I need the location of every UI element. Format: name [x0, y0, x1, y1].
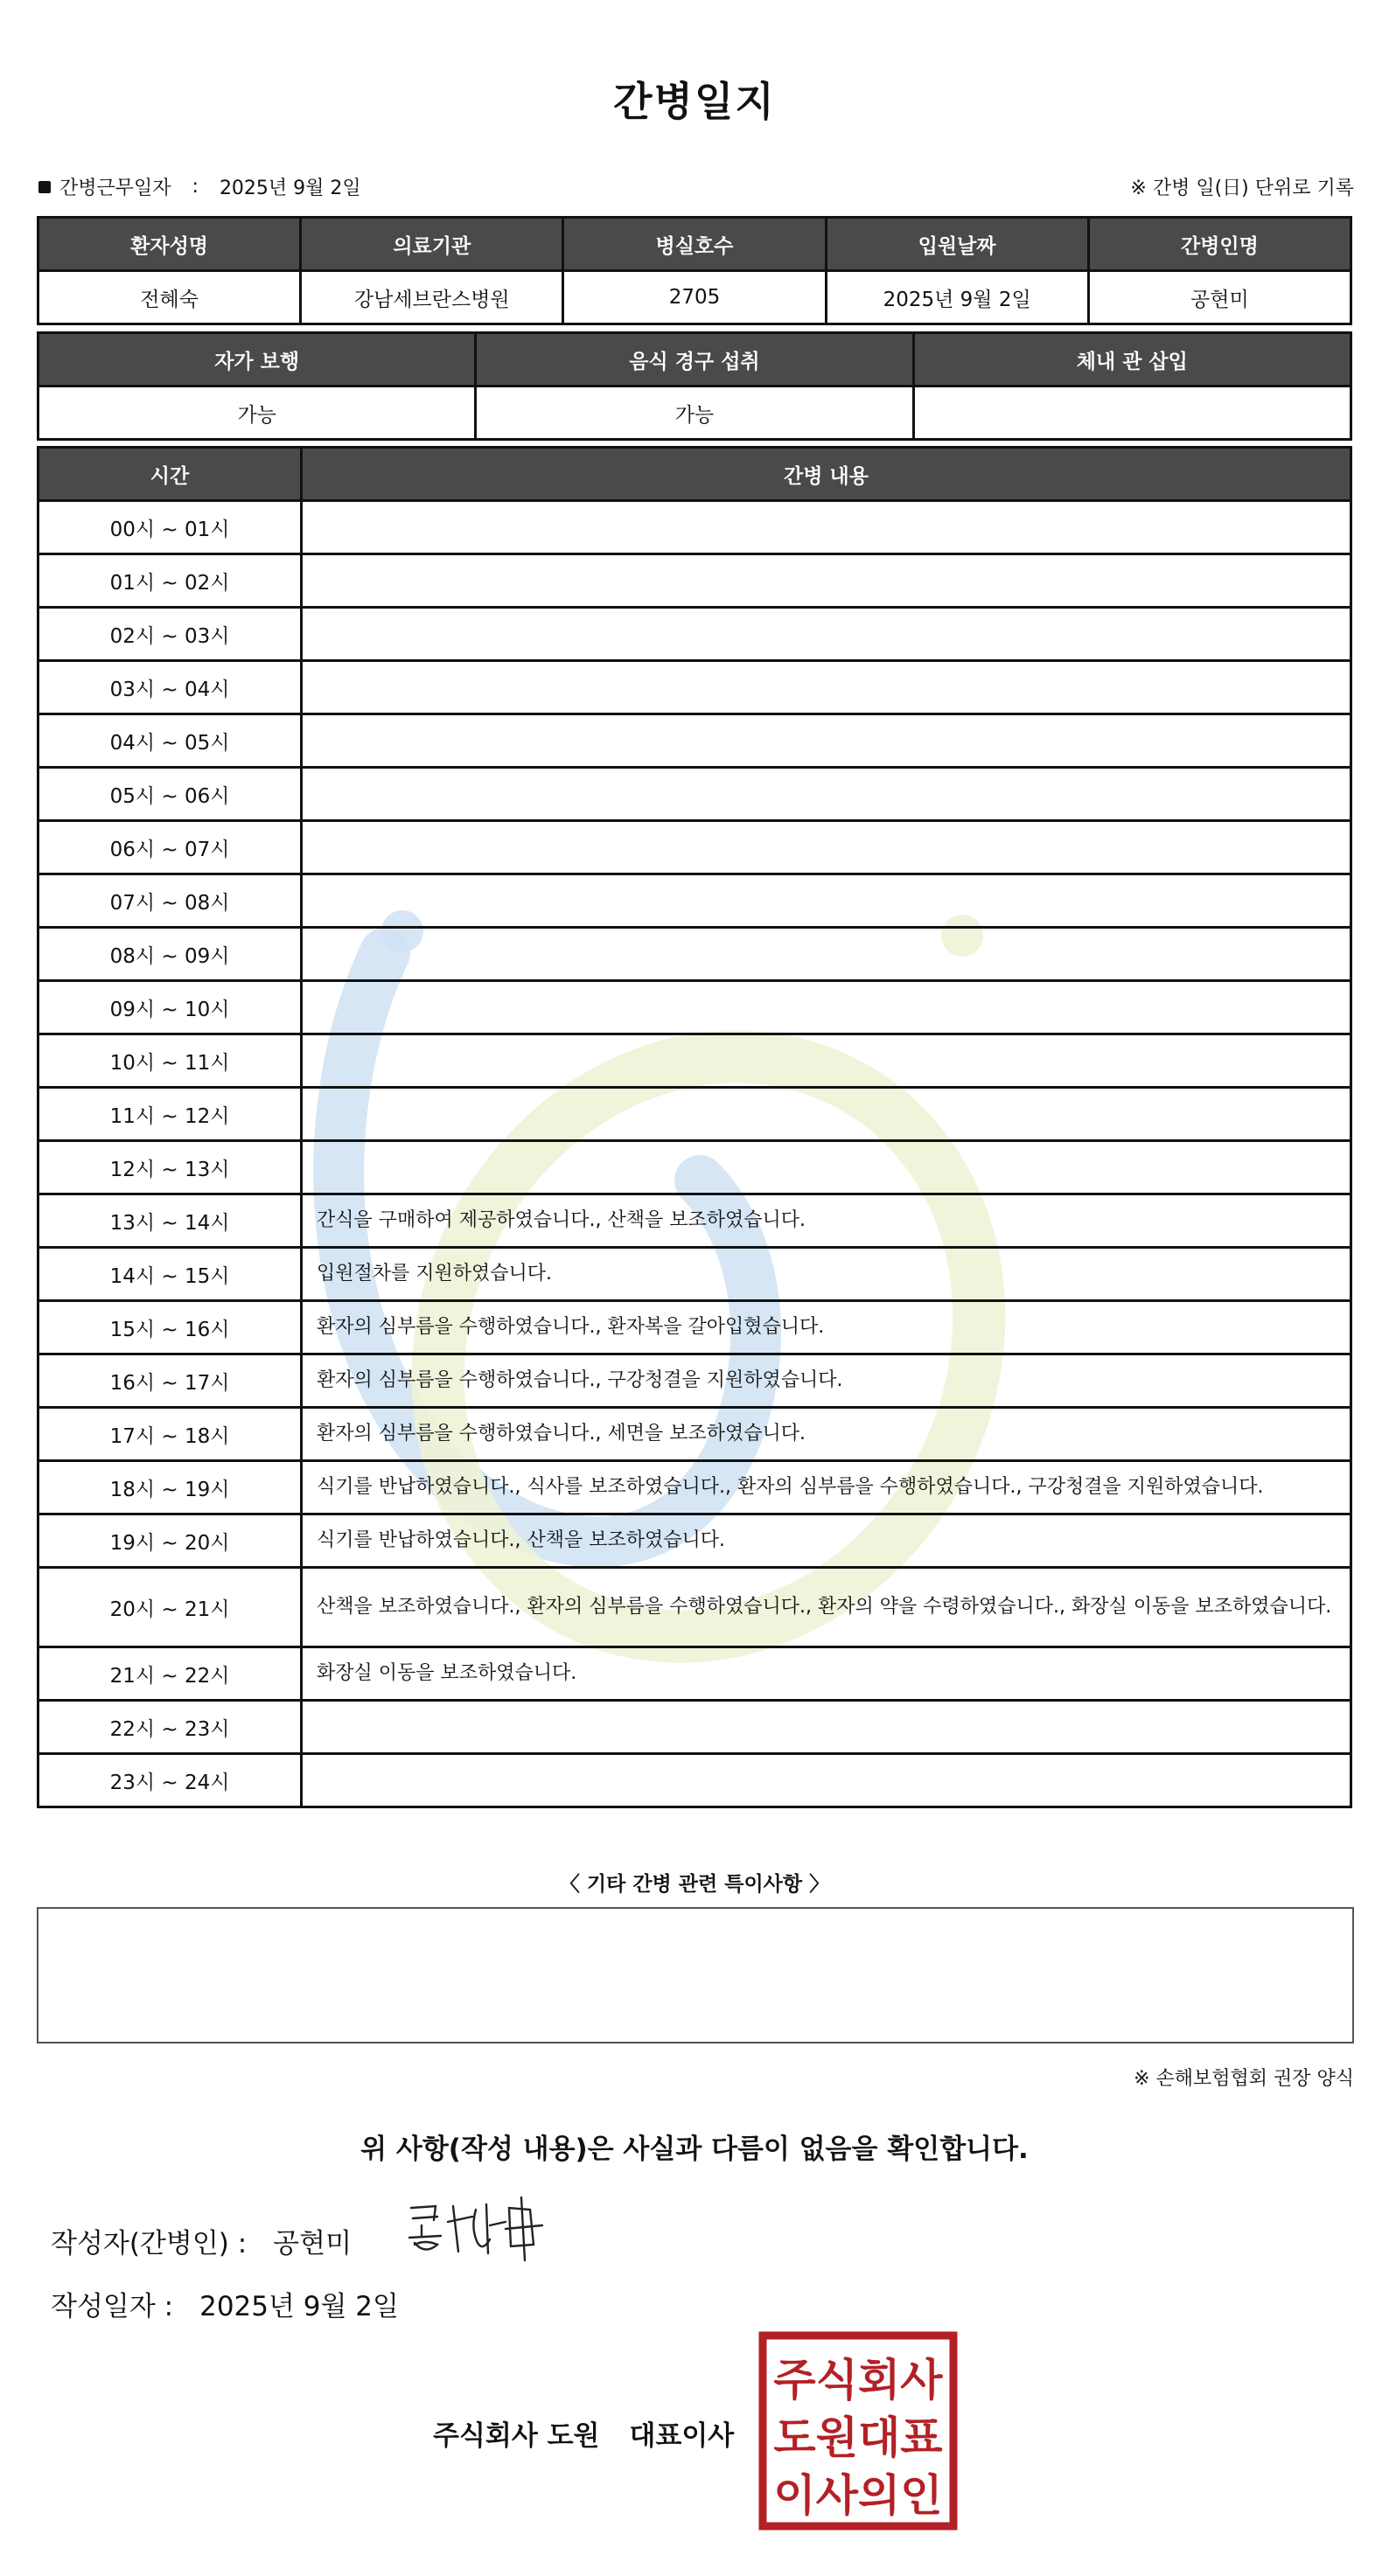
patient-info-header-row [38, 218, 1351, 271]
value-admission-date: 2025년 9월 2일 [826, 271, 1088, 324]
header-oral-intake: 음식 경구 섭취 [476, 333, 913, 386]
log-row [38, 1194, 1351, 1248]
log-row [38, 928, 1351, 981]
ability-table [37, 331, 1352, 441]
log-time-cell: 18시 ~ 19시 [38, 1461, 302, 1514]
log-content-cell: 입원절차를 지원하였습니다. [302, 1248, 1351, 1301]
value-hospital: 강남세브란스병원 [301, 271, 563, 324]
log-content-cell: 식기를 반납하였습니다., 식사를 보조하였습니다., 환자의 심부름을 수행하였습니다., 구강청결을 지원하였습니다. [302, 1461, 1351, 1514]
log-time-cell: 04시 ~ 05시 [38, 714, 302, 768]
log-row [38, 1141, 1351, 1194]
log-content-cell: 화장실 이동을 보조하였습니다. [302, 1647, 1351, 1701]
company-line [433, 2413, 734, 2453]
header-hospital: 의료기관 [301, 218, 563, 271]
log-body [38, 501, 1351, 1807]
log-content-cell [302, 714, 1351, 768]
log-row [38, 768, 1351, 821]
log-content-cell: 식기를 반납하였습니다., 산책을 보조하였습니다. [302, 1514, 1351, 1568]
log-time-cell: 07시 ~ 08시 [38, 874, 302, 928]
log-time-cell: 08시 ~ 09시 [38, 928, 302, 981]
notes-box [37, 1907, 1354, 2043]
log-time-cell: 13시 ~ 14시 [38, 1194, 302, 1248]
write-date-label: 작성일자 : [51, 2291, 174, 2322]
log-content-cell: 환자의 심부름을 수행하였습니다., 구강청결을 지원하였습니다. [302, 1354, 1351, 1408]
value-tube-insertion [913, 386, 1351, 440]
header-care-content: 간병 내용 [302, 448, 1351, 501]
log-time-cell: 06시 ~ 07시 [38, 821, 302, 874]
header-tube-insertion: 체내 관 삽입 [913, 333, 1351, 386]
company-name: 주식회사 도원 [433, 2420, 600, 2452]
log-time-cell: 01시 ~ 02시 [38, 554, 302, 608]
log-content-cell [302, 981, 1351, 1034]
ability-header-row [38, 333, 1351, 386]
log-row [38, 821, 1351, 874]
log-row [38, 1701, 1351, 1754]
work-date-value: 2025년 9월 2일 [219, 178, 361, 199]
write-date-line [51, 2284, 399, 2323]
log-row [38, 1354, 1351, 1408]
log-row [38, 501, 1351, 554]
log-content-cell [302, 554, 1351, 608]
log-content-cell [302, 1754, 1351, 1807]
log-content-cell [302, 1701, 1351, 1754]
log-row [38, 1514, 1351, 1568]
work-date-label: 간병근무일자 [59, 178, 171, 199]
company-title: 대표이사 [629, 2420, 735, 2452]
value-room-number: 2705 [563, 271, 826, 324]
seal-line-1: 주식회사 [773, 2355, 943, 2405]
log-time-cell: 12시 ~ 13시 [38, 1141, 302, 1194]
seal-line-3: 이사의인 [773, 2470, 943, 2521]
log-content-cell [302, 608, 1351, 661]
log-row [38, 1301, 1351, 1354]
confirm-statement: 위 사항(작성 내용)은 사실과 다름이 없음을 확인합니다. [360, 2134, 1029, 2165]
writer-label: 작성자(간병인) : [51, 2228, 248, 2259]
page-title: 간병일지 [613, 78, 776, 125]
log-content-cell [302, 1141, 1351, 1194]
log-content-cell [302, 928, 1351, 981]
seal-line-2: 도원대표 [773, 2412, 943, 2463]
log-row [38, 1034, 1351, 1088]
log-row [38, 1754, 1351, 1807]
log-content-cell: 간식을 구매하여 제공하였습니다., 산책을 보조하였습니다. [302, 1194, 1351, 1248]
header-caregiver-name: 간병인명 [1088, 218, 1351, 271]
log-content-cell [302, 1034, 1351, 1088]
value-self-walking: 가능 [38, 386, 476, 440]
log-time-cell: 15시 ~ 16시 [38, 1301, 302, 1354]
record-note: ※ 간병 일(日) 단위로 기록 [1130, 178, 1354, 199]
log-time-cell: 09시 ~ 10시 [38, 981, 302, 1034]
log-row [38, 1088, 1351, 1141]
log-row [38, 874, 1351, 928]
log-header-row [38, 448, 1351, 501]
log-content-cell: 환자의 심부름을 수행하였습니다., 환자복을 갈아입혔습니다. [302, 1301, 1351, 1354]
header-room-number: 병실호수 [563, 218, 826, 271]
log-time-cell: 05시 ~ 06시 [38, 768, 302, 821]
work-date [38, 173, 361, 200]
log-row [38, 981, 1351, 1034]
log-row [38, 1568, 1351, 1647]
value-patient-name: 전혜숙 [38, 271, 301, 324]
log-content-cell [302, 874, 1351, 928]
log-time-cell: 22시 ~ 23시 [38, 1701, 302, 1754]
log-content-cell [302, 501, 1351, 554]
log-time-cell: 16시 ~ 17시 [38, 1354, 302, 1408]
log-row [38, 1461, 1351, 1514]
log-content-cell [302, 1088, 1351, 1141]
work-date-separator: : [192, 176, 199, 198]
log-row [38, 1248, 1351, 1301]
value-caregiver-name: 공현미 [1088, 271, 1351, 324]
log-row [38, 554, 1351, 608]
log-content-cell: 산책을 보조하였습니다., 환자의 심부름을 수행하였습니다., 환자의 약을 수령하였습니다., 화장실 이동을 보조하였습니다. [302, 1568, 1351, 1647]
log-time-cell: 11시 ~ 12시 [38, 1088, 302, 1141]
log-time-cell: 21시 ~ 22시 [38, 1647, 302, 1701]
patient-info-table [37, 216, 1352, 325]
writer-name: 공현미 [273, 2228, 352, 2259]
log-time-cell: 20시 ~ 21시 [38, 1568, 302, 1647]
log-row [38, 1647, 1351, 1701]
header-admission-date: 입원날짜 [826, 218, 1088, 271]
log-time-cell: 17시 ~ 18시 [38, 1408, 302, 1461]
log-time-cell: 23시 ~ 24시 [38, 1754, 302, 1807]
header-time: 시간 [38, 448, 302, 501]
write-date-value: 2025년 9월 2일 [199, 2291, 399, 2322]
patient-info-value-row [38, 271, 1351, 324]
value-oral-intake: 가능 [476, 386, 913, 440]
log-time-cell: 00시 ~ 01시 [38, 501, 302, 554]
recommend-note: ※ 손해보험협회 권장 양식 [1134, 2068, 1354, 2090]
log-time-cell: 02시 ~ 03시 [38, 608, 302, 661]
notes-title: 〈 기타 간병 관련 특이사항 〉 [559, 1873, 830, 1896]
header-self-walking: 자가 보행 [38, 333, 476, 386]
log-time-cell: 03시 ~ 04시 [38, 661, 302, 714]
log-time-cell: 19시 ~ 20시 [38, 1514, 302, 1568]
log-row [38, 714, 1351, 768]
log-content-cell: 환자의 심부름을 수행하였습니다., 세면을 보조하였습니다. [302, 1408, 1351, 1461]
log-time-cell: 10시 ~ 11시 [38, 1034, 302, 1088]
log-row [38, 608, 1351, 661]
handwritten-signature [402, 2190, 551, 2269]
bullet-square-icon [38, 181, 51, 193]
hourly-log-table [37, 446, 1352, 1808]
company-seal [757, 2330, 959, 2531]
log-time-cell: 14시 ~ 15시 [38, 1248, 302, 1301]
writer-line [51, 2221, 352, 2260]
ability-value-row [38, 386, 1351, 440]
log-content-cell [302, 661, 1351, 714]
log-content-cell [302, 821, 1351, 874]
log-content-cell [302, 768, 1351, 821]
log-row [38, 1408, 1351, 1461]
header-patient-name: 환자성명 [38, 218, 301, 271]
log-row [38, 661, 1351, 714]
